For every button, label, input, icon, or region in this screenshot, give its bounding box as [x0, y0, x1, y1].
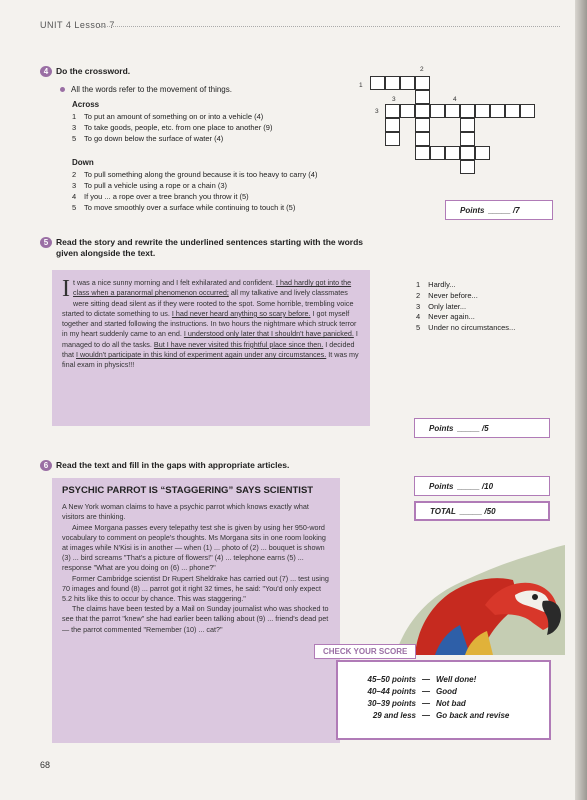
crossword-cell[interactable]	[415, 132, 430, 146]
crossword-cell[interactable]	[430, 104, 445, 118]
story-segment: I managed to do all the tasks.	[62, 329, 358, 349]
prompt-item: 2 Never before...	[416, 290, 478, 300]
header-divider	[100, 26, 560, 27]
underlined-sentence: I understood only later that I shouldn't have panicked.	[183, 329, 354, 339]
story-body	[62, 278, 359, 369]
story-segment: all my talkative and lively classmates were sitting dead silent as if they were rooted to the spot. Some horrible, trembling voice started to dictate something to us.	[62, 288, 354, 318]
clue-item: 5 To move smoothly over a surface while continuing to touch it (5)	[72, 203, 296, 212]
crossword-cell[interactable]	[415, 76, 430, 90]
crossword-cell[interactable]	[370, 76, 385, 90]
story-segment: I decided that	[62, 339, 355, 360]
clue-item: 4 If you ... a rope over a tree branch you throw it (5)	[72, 192, 249, 201]
points-box-ex6: Points _____ / 10	[414, 476, 550, 496]
underlined-sentence: But I have never visited this frightful place since then.	[153, 339, 324, 349]
clue-item: 3 To pull a vehicle using a rope or a chain (3)	[72, 181, 227, 190]
crossword-cell[interactable]	[445, 146, 460, 160]
exercise-5-heading	[40, 237, 380, 259]
points-box-ex5: Points _____ / 5	[414, 418, 550, 438]
crossword-cell[interactable]	[460, 118, 475, 132]
story-text	[52, 270, 370, 426]
prompt-item: 5 Under no circumstances...	[416, 323, 516, 333]
exercise-number-badge: 6	[40, 460, 52, 471]
exercise-6-heading	[40, 460, 289, 471]
crossword-grid: 2 1 3 4 3	[360, 70, 540, 180]
underlined-sentence: I had never heard anything so scary before.	[171, 308, 311, 318]
clue-item: 5 To go down below the surface of water (4)	[72, 134, 224, 143]
crossword-cell[interactable]	[460, 104, 475, 118]
crossword-cell[interactable]	[415, 118, 430, 132]
exercise-number-badge: 5	[40, 237, 52, 248]
crossword-cell[interactable]	[460, 146, 475, 160]
crossword-cell[interactable]	[430, 146, 445, 160]
crossword-cell[interactable]	[400, 104, 415, 118]
exercise-number-badge: 4	[40, 66, 52, 77]
crossword-cell[interactable]	[385, 76, 400, 90]
drop-cap: I	[62, 276, 70, 302]
article-title: PSYCHIC PARROT IS “STAGGERING” SAYS SCIENTIST	[62, 485, 314, 496]
exercise-instruction: Read the story and rewrite the underlined sentences starting with the words given alongside the text.	[56, 237, 364, 258]
article-paragraph: Aimee Morgana passes every telepathy test she is given by using her 950-word vocabulary to comment on people's thoughts. Ms Morgana sits in one room looking at images while N'Kisi is in another — when (1) ... photo of (2) ... bouquet is shown (3) ... bird screams "That's a picture of flowers!" (4) ... telephone earns (5) ... response "What are you doing on (6) ... phone?"	[62, 522, 326, 573]
prompt-item: 1 Hardly...	[416, 280, 456, 289]
points-box-ex4: Points _____ / 7	[445, 200, 553, 220]
article-text	[52, 478, 340, 743]
score-row: 40–44 points — Good	[367, 687, 457, 696]
score-row: 45–50 points — Well done!	[367, 675, 477, 684]
page-edge	[575, 0, 587, 800]
crossword-cell[interactable]	[460, 160, 475, 174]
story-segment: It was my final exam in physics!!!	[62, 350, 359, 370]
crossword-cell[interactable]	[415, 104, 430, 118]
crossword-cell[interactable]	[475, 104, 490, 118]
across-label: Across	[72, 100, 100, 109]
crossword-cell[interactable]	[415, 90, 430, 104]
prompt-item: 4 Never again...	[416, 312, 475, 322]
crossword-cell[interactable]	[520, 104, 535, 118]
page-number: 68	[40, 760, 51, 770]
note-text: All the words refer to the movement of things.	[71, 85, 232, 94]
story-segment: I got myself together and started following the instructions. In two hours the nightmare which struck terror in my heart suddenly came to an end.	[62, 308, 357, 339]
bullet-icon	[60, 87, 65, 92]
crossword-cell[interactable]	[385, 118, 400, 132]
prompt-item: 3 Only later...	[416, 301, 467, 311]
down-label: Down	[72, 158, 94, 167]
parrot-image	[395, 545, 565, 655]
crossword-cell[interactable]	[445, 104, 460, 118]
check-score-label: CHECK YOUR SCORE	[314, 644, 416, 659]
crossword-cell[interactable]	[475, 146, 490, 160]
clue-item: 3 To take goods, people, etc. from one place to another (9)	[72, 123, 273, 132]
article-paragraph: A New York woman claims to have a psychic parrot which knows exactly what visitors are thinking.	[62, 502, 309, 522]
exercise-4-heading	[40, 66, 130, 77]
article-paragraph: The claims have been tested by a Mail on Sunday journalist who was shocked to see that the parrot "knew" she had earlier been talking about (9) ... friend's dead pet — the parrot commented "Remember (10) ... cat?"	[62, 604, 329, 634]
clue-item: 1 To put an amount of something on or into a vehicle (4)	[72, 112, 264, 121]
crossword-cell[interactable]	[490, 104, 505, 118]
crossword-cell[interactable]	[460, 132, 475, 146]
underlined-sentence: I wouldn't participate in this kind of experiment again under any circumstances.	[76, 350, 327, 360]
article-paragraph: Former Cambridge scientist Dr Rupert Sheldrake has carried out (7) ... test using 70 images and found (8) ... parrot got it right 32 times, he said: "You'd only expect 5.2 hits like this to occur by chance. This was staggering."	[62, 573, 329, 604]
total-points-box: TOTAL _____ / 50	[414, 501, 550, 521]
crossword-cell[interactable]	[385, 132, 400, 146]
story-segment: t was a nice sunny morning and I felt exhilarated and confident.	[73, 278, 276, 287]
clue-item: 2 To pull something along the ground because it is too heavy to carry (4)	[72, 170, 318, 179]
down-clues	[72, 169, 317, 213]
crossword-cell[interactable]	[415, 146, 430, 160]
score-row: 30–39 points — Not bad	[367, 699, 466, 708]
exercise-4-note	[60, 85, 232, 94]
score-table	[336, 660, 551, 740]
exercise-instruction: Do the crossword.	[56, 66, 131, 76]
crossword-cell[interactable]	[400, 76, 415, 90]
crossword-cell[interactable]	[505, 104, 520, 118]
score-row: 29 and less — Go back and revise	[372, 711, 510, 720]
crossword-cell[interactable]	[385, 104, 400, 118]
underlined-sentence: I had hardly got into the class when a paranormal phenomenon occurred;	[73, 278, 352, 298]
across-clues	[72, 111, 272, 144]
unit-header: UNIT 4 Lesson 7	[40, 20, 115, 30]
exercise-instruction: Read the text and fill in the gaps with appropriate articles.	[56, 460, 290, 470]
rewrite-prompts	[416, 280, 515, 334]
